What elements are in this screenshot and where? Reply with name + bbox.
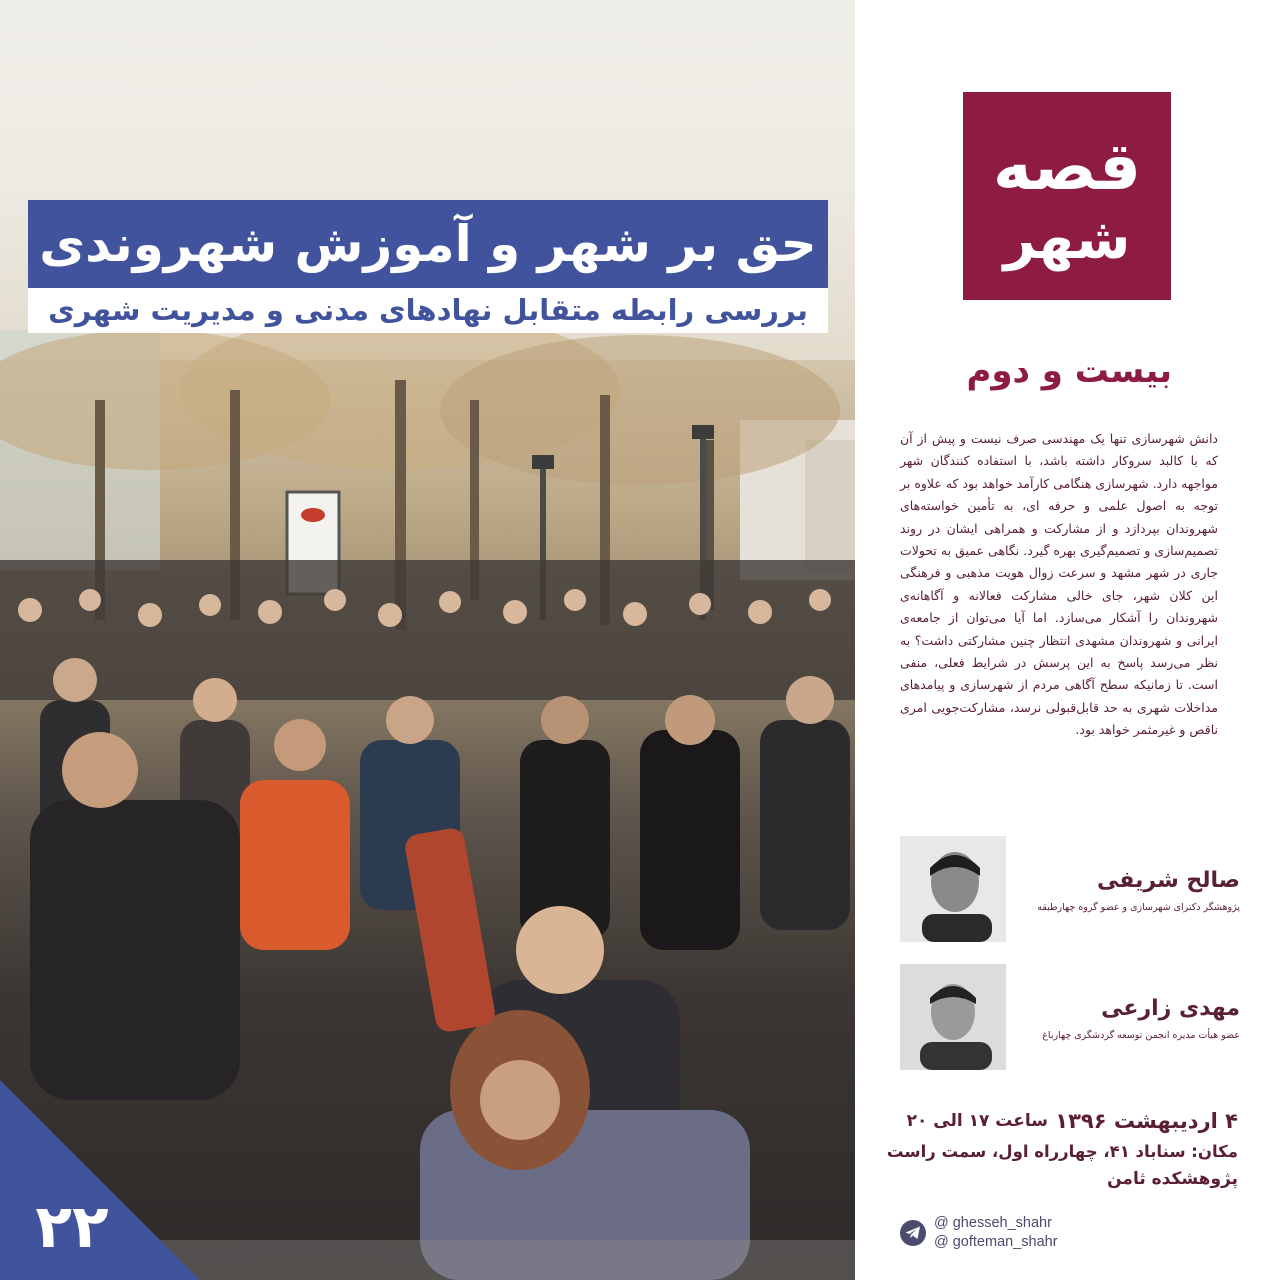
session-label: بیست و دوم (966, 351, 1172, 391)
poster-subtitle: بررسی رابطه متقابل نهادهای مدنی و مدیریت شهری (28, 288, 828, 333)
ghesseh-shahr-logo (963, 92, 1171, 300)
telegram-handle[interactable]: @ ghesseh_shahr (934, 1215, 1052, 1231)
event-place: مکان: سناباد ۴۱، چهارراه اول، سمت راست (886, 1142, 1238, 1161)
event-time: ساعت ۱۷ الی ۲۰ (906, 1111, 1048, 1131)
event-datetime (900, 1104, 1238, 1138)
issue-number: ۲۲ (35, 1192, 109, 1262)
speaker-name: مهدی زارعی (1101, 996, 1240, 1021)
speaker-photo (900, 964, 1006, 1070)
speaker-role: پژوهشگر دکترای شهرسازی و عضو گروه چهارطبقه (1037, 902, 1240, 913)
speaker-card (900, 964, 1240, 1070)
telegram-icon (900, 1220, 926, 1246)
speaker-card (900, 836, 1240, 942)
speaker-name: صالح شریفی (1097, 868, 1240, 893)
telegram-handle[interactable]: @ gofteman_shahr (934, 1234, 1058, 1250)
event-date: ۴ اردیبهشت ۱۳۹۶ (1055, 1109, 1238, 1133)
poster-title: حق بر شهر و آموزش شهروندی (28, 200, 828, 288)
speaker-role: عضو هیأت مدیره انجمن توسعه گردشگری چهارباغ (1042, 1030, 1240, 1041)
social-links (900, 1212, 1100, 1252)
logo-main-text: قصه (992, 128, 1142, 205)
speaker-photo (900, 836, 1006, 942)
logo-sub-text: شهر (1003, 207, 1131, 272)
description-text: دانش شهرسازی تنها یک مهندسی صرف نیست و پیش از آن که با کالبد سروکار داشته باشد، با استفاده کنندگان شهر مواجهه دارد. شهرسازی هنگامی کارآمد خواهد بود که علاوه بر توجه به اصول علمی و حرفه ای، به تأمین خواسته‌های شهروندان بپردازد و از مشارکت و همراهی ایشان در روند تصمیم‌سازی و تصمیم‌گیری بهره گیرد. نگاهی عمیق به تحولات جاری در شهر مشهد و سرعت زوال هویت مذهبی و فرهنگی این کلان شهر، جای خالی مشارکت فعالانه و آگاهانه‌ی شهروندان را آشکار می‌سازد. اما آیا می‌توان از جامعه‌ی ایرانی و شهروندان مشهدی انتظار چنین مشارکتی داشت؟ به نظر می‌رسد پاسخ به این پرسش در شرایط فعلی، منفی است. تا زمانیکه سطح آگاهی مردم از شهرسازی و پیامدهای مداخلات شهری به حد قابل‌قبولی نرسد، مشارکت‌جویی امری ناقص و غیرمثمر خواهد بود. (900, 431, 1218, 738)
event-venue: پژوهشکده ثامن (1107, 1169, 1238, 1189)
